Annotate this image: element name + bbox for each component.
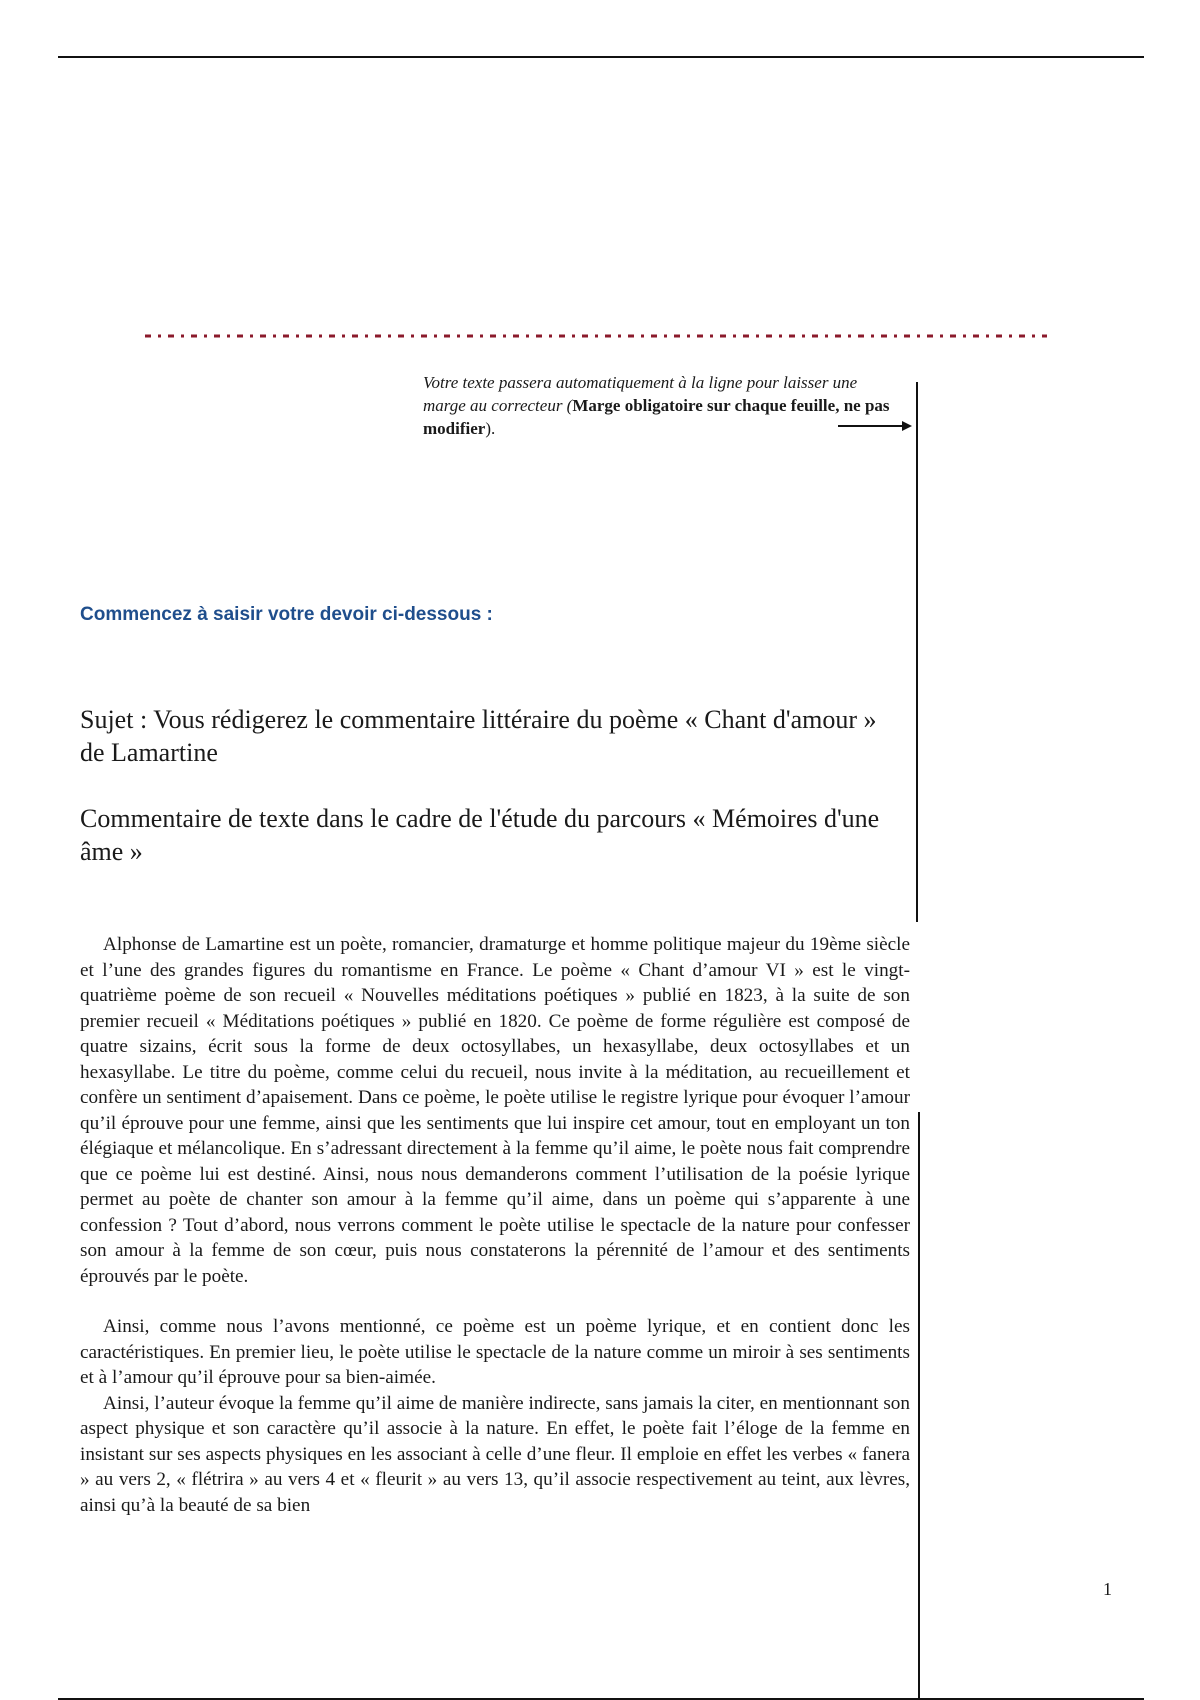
margin-note-bold: Marge obligatoire sur chaque feuille, ne pas modifier xyxy=(423,396,890,438)
subject-heading: Sujet : Vous rédigerez le commentaire littéraire du poème « Chant d'amour » de Lamartine xyxy=(80,705,877,767)
essay-body xyxy=(80,932,910,1518)
commentary-heading: Commentaire de texte dans le cadre de l'étude du parcours « Mémoires d'une âme » xyxy=(80,804,880,866)
margin-note-italic: Votre texte passera automatiquement à la ligne pour laisser une marge au correcteur ( xyxy=(423,373,858,415)
top-rule xyxy=(58,56,1144,58)
paragraph-part-one: Ainsi, comme nous l’avons mentionné, ce poème est un poème lyrique, et en contient donc les caractéristiques. En premier lieu, le poète utilise le spectacle de la nature comme un miroir à ses sentiments et à l’amour qu’il éprouve pour sa bien-aimée. xyxy=(80,1316,910,1388)
paragraph-introduction: Alphonse de Lamartine est un poète, romancier, dramaturge et homme politique majeur du 19ème siècle et l’une des grandes figures du romantisme en France. Le poème « Chant d’amour VI » est le vingt-quatrième poème de son recueil « Nouvelles méditations poétiques » publié en 1823, à la suite de son premier recueil « Méditations poétiques » publié en 1820. Ce poème de forme régulière est composé de quatre sizains, écrit sous la forme de deux octosyllabes, un hexasyllabe, deux octosyllabes et un hexasyllabe. Le titre du poème, comme celui du recueil, nous invite à la méditation, au recueillement et confère un sentiment d’apaisement. Dans ce poème, le poète utilise le registre lyrique pour évoquer l’amour qu’il éprouve pour une femme, ainsi que les sentiments que lui inspire cet amour, tout en employant un ton élégiaque et mélancolique. En s’adressant directement à la femme qu’il aime, le poète nous fait comprendre que ce poème lui est destiné. Ainsi, nous nous demanderons comment l’utilisation de la poésie lyrique permet au poète de chanter son amour à la femme qu’il aime, dans un poème qui s’apparente à une confession ? Tout d’abord, nous verrons comment le poète utilise le spectacle de la nature pour confesser son amour à la femme de son cœur, puis nous constaterons la pérennité de l’amour et des sentiments éprouvés par le poète. xyxy=(80,934,910,1287)
margin-note-closing: ). xyxy=(485,419,496,438)
correction-margin-line-lower xyxy=(918,1112,920,1698)
correction-margin-line xyxy=(916,382,918,922)
paragraph-part-one-sub: Ainsi, l’auteur évoque la femme qu’il aime de manière indirecte, sans jamais la citer, en mentionnant son aspect physique et son caractère qu’il associe à la nature. En effet, le poète fait l’éloge de la femme en insistant sur ses aspects physiques en les associant à celle d’une fleur. Il emploie en effet les verbes « fanera » au vers 2, « flétrira » au vers 4 et « fleurit » au vers 13, qu’il associe respectivement au teint, aux lèvres, ainsi qu’à la beauté de sa bien xyxy=(80,1392,910,1516)
start-typing-label: Commencez à saisir votre devoir ci-dessous : xyxy=(80,604,493,625)
margin-instruction-note xyxy=(423,371,903,440)
dotted-separator xyxy=(145,334,1047,338)
page-number: 1 xyxy=(1103,1579,1112,1599)
arrow-right-icon xyxy=(838,419,912,433)
